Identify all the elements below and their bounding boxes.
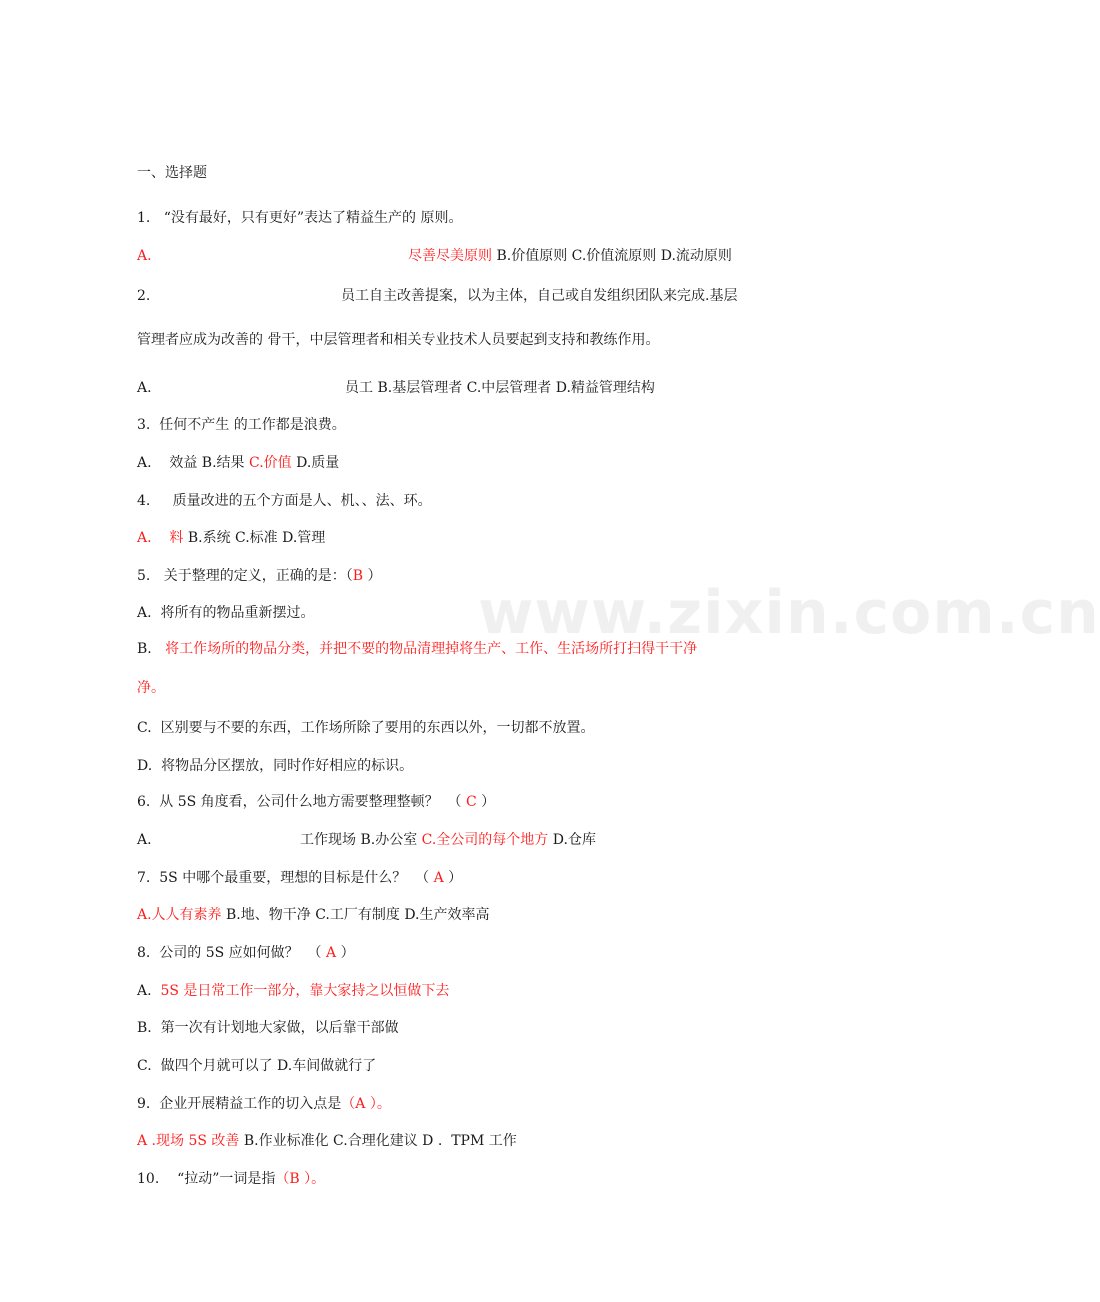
question-4-options (0, 526, 920, 550)
option-prefix: A. (137, 983, 161, 999)
option-text: B. 第一次有计划地大家做，以后靠干部做 (137, 1020, 399, 1036)
option-text: D. 将物品分区摆放，同时作好相应的标识。 (137, 758, 414, 774)
question-4-stem (0, 489, 920, 513)
question-text: 1. “没有最好，只有更好”表达了精益生产的 原则。 (137, 210, 463, 226)
question-6-options (0, 828, 920, 852)
watermark: www.zixin.com.cn (478, 578, 1100, 648)
answer-text: C (466, 794, 477, 810)
question-2-stem-cont (0, 328, 920, 352)
question-1-options (0, 244, 920, 268)
question-2-options (0, 376, 920, 400)
question-8-stem (0, 941, 920, 965)
question-8-option-c (0, 1054, 920, 1078)
option-prefix: A. (137, 248, 152, 264)
question-text: 7. 5S 中哪个最重要，理想的目标是什么？ （ (137, 870, 434, 886)
question-text: 4. 质量改进的五个方面是人、机、、法、环。 (137, 493, 432, 509)
question-text: 6. 从 5S 角度看，公司什么地方需要整理整顿？ （ (137, 794, 467, 810)
option-text: A. 将所有的物品重新摆过。 (137, 605, 315, 621)
question-8-option-a (0, 979, 920, 1003)
answer-text: 5S 是日常工作一部分，靠大家持之以恒做下去 (160, 983, 450, 999)
option-text: B.系统 C.标准 D.管理 (183, 530, 326, 546)
option-text: B.作业标准化 C.合理化建议 D . TPM 工作 (239, 1133, 517, 1149)
answer-text: A (326, 945, 337, 961)
question-text: 管理者应成为改善的 骨干，中层管理者和相关专业技术人员要起到支持和教练作用。 (137, 332, 660, 348)
question-text: 员工自主改善提案，以为主体，自己或自发组织团队来完成.基层 (341, 288, 738, 304)
option-text: B.价值原则 C.价值流原则 D.流动原则 (492, 248, 732, 264)
section-title (0, 161, 920, 185)
answer-text: （B ）。 (275, 1171, 326, 1187)
answer-text: A (433, 870, 444, 886)
question-5-stem (0, 564, 920, 588)
question-text: ） (363, 568, 382, 584)
option-text: C. 做四个月就可以了 D.车间做就行了 (137, 1058, 377, 1074)
option-text: B.地、物干净 C.工厂有制度 D.生产效率高 (221, 907, 490, 923)
question-text: 10. “拉动”一词是指 (137, 1171, 276, 1187)
option-text: 员工 B.基层管理者 C.中层管理者 D.精益管理结构 (345, 380, 655, 396)
question-9-stem (0, 1092, 920, 1116)
answer-text: C.价值 (249, 455, 292, 471)
question-5-option-c (0, 716, 920, 740)
question-text: 5. 关于整理的定义，正确的是：（ (137, 568, 353, 584)
question-text: 8. 公司的 5S 应如何做？ （ (137, 945, 327, 961)
option-text: 工作现场 B.办公室 (300, 832, 422, 848)
question-5-option-a (0, 601, 920, 625)
question-6-stem (0, 790, 920, 814)
question-7-options (0, 903, 920, 927)
answer-text: 将工作场所的物品分类，并把不要的物品清理掉将生产、工作、生活场所打扫得干干净 (151, 641, 698, 657)
answer-text: A.人人有素养 (137, 907, 222, 923)
option-text: D.仓库 (548, 832, 596, 848)
option-text: C. 区别要与不要的东西，工作场所除了要用的东西以外，一切都不放置。 (137, 720, 595, 736)
answer-text: 净。 (137, 680, 165, 696)
answer-text: （A ）。 (341, 1096, 391, 1112)
answer-text: 尽善尽美原则 (408, 248, 492, 264)
option-text: A. 效益 B.结果 (137, 455, 249, 471)
question-10-stem (0, 1167, 920, 1191)
question-number: 2. (137, 288, 151, 304)
answer-text: A .现场 5S 改善 (137, 1133, 240, 1149)
question-text: ） (336, 945, 355, 961)
question-text: ） (443, 870, 463, 886)
question-3-options (0, 451, 920, 475)
question-5-option-b (0, 637, 920, 661)
question-text: 3. 任何不产生 的工作都是浪费。 (137, 417, 346, 433)
question-5-option-b-cont (0, 676, 920, 700)
question-9-options (0, 1129, 920, 1153)
question-1-stem (0, 206, 920, 230)
question-7-stem (0, 866, 920, 890)
question-text: ） (476, 794, 496, 810)
answer-text: A. 料 (137, 530, 184, 546)
answer-text: C.全公司的每个地方 (421, 832, 549, 848)
option-text: D.质量 (291, 455, 340, 471)
question-5-option-d (0, 754, 920, 778)
answer-text: B (352, 568, 364, 584)
question-8-option-b (0, 1016, 920, 1040)
option-prefix: B. (137, 641, 152, 657)
section-title-text: 一、选择题 (137, 165, 207, 181)
question-3-stem (0, 413, 920, 437)
option-prefix: A. (137, 380, 152, 396)
option-prefix: A. (137, 832, 152, 848)
question-2-stem (0, 284, 920, 308)
question-text: 9. 企业开展精益工作的切入点是 (137, 1096, 342, 1112)
